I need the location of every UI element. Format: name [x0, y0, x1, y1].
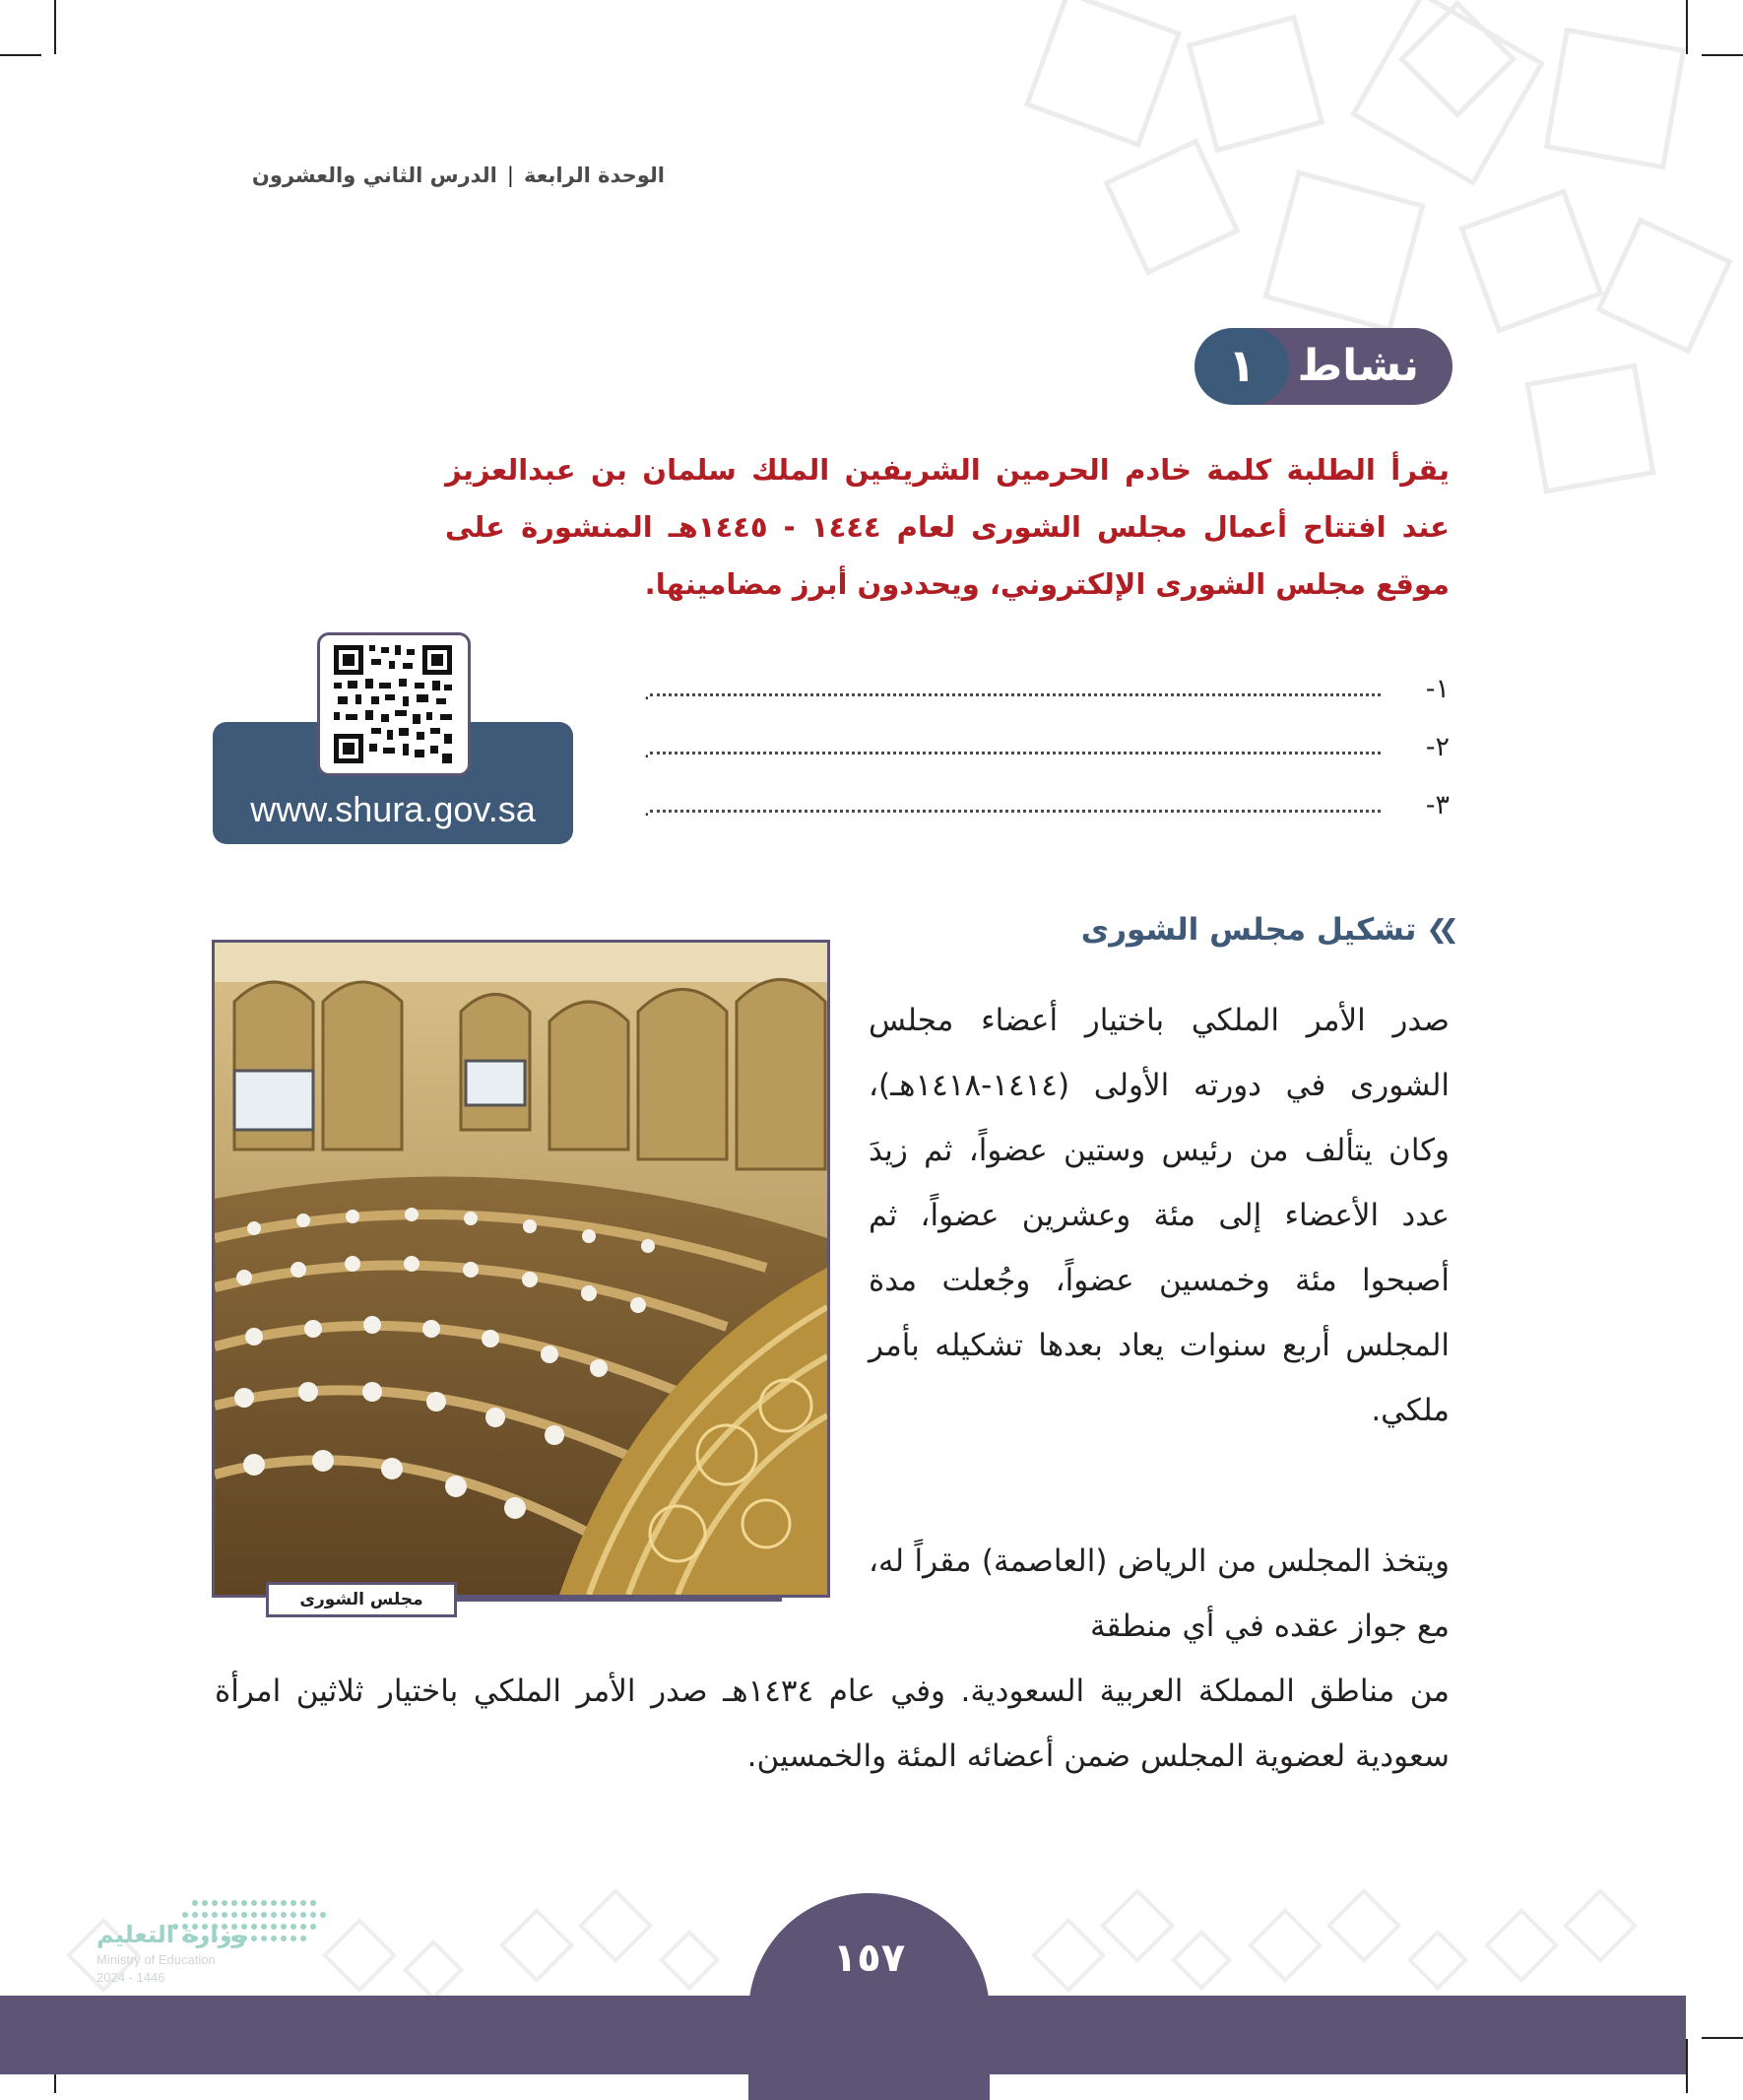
answer-line[interactable]	[632, 665, 1450, 704]
answer-number: ١-	[1425, 674, 1450, 704]
answer-dotted-line	[650, 790, 1381, 813]
answer-end-mark: .	[643, 681, 650, 704]
caption-line	[457, 1596, 782, 1602]
header-unit: الوحدة الرابعة	[523, 164, 665, 187]
answer-dotted-line	[650, 674, 1381, 696]
qr-code[interactable]	[317, 632, 471, 776]
activity-badge	[1194, 328, 1452, 405]
answer-number: ٣-	[1425, 790, 1450, 820]
shura-chamber-illustration	[215, 943, 827, 1595]
ministry-logo	[97, 1891, 333, 2009]
answer-number: ٢-	[1425, 732, 1450, 762]
photo-caption: مجلس الشورى	[266, 1582, 457, 1617]
answer-line[interactable]	[632, 781, 1450, 820]
page-number: ١٥٧	[832, 1936, 906, 1981]
shura-chamber-photo	[212, 940, 830, 1598]
header-separator: |	[506, 164, 514, 187]
body-paragraph: صدر الأمر الملكي باختيار أعضاء مجلس الشورى في دورته الأولى (١٤١٤-١٤١٨هـ)، وكان يتألف من رئيس وستين عضواً، ثم زيدَ عدد الأعضاء إلى مئة وعشرين عضواً، ثم أصبحوا مئة وخمسين عضواً، وجُعلت مدة المجلس أربع سنوات يعاد بعدها تشكيله بأمر ملكي.	[869, 1003, 1450, 1428]
crop-mark	[0, 54, 41, 56]
ministry-name-en: Ministry of Education	[97, 1952, 216, 1967]
section-heading	[1081, 912, 1450, 948]
shura-url[interactable]: www.shura.gov.sa	[250, 789, 536, 829]
crop-mark	[1702, 2037, 1743, 2039]
answer-line[interactable]	[632, 723, 1450, 762]
crop-mark	[54, 0, 56, 54]
activity-number: ١	[1227, 339, 1257, 392]
ministry-name-ar: وزارة التعليم	[97, 1921, 247, 1948]
qr-code-icon	[320, 635, 468, 773]
answer-dotted-line	[650, 732, 1381, 755]
answer-end-mark: .	[643, 797, 650, 820]
crop-mark	[1702, 54, 1743, 56]
header-lesson: الدرس الثاني والعشرون	[251, 164, 497, 187]
running-header	[252, 164, 665, 187]
ministry-year: 2024 - 1446	[97, 1970, 165, 1985]
activity-label: نشاط	[1297, 341, 1419, 391]
body-paragraph: من مناطق المملكة العربية السعودية. وفي عام ١٤٣٤هـ صدر الأمر الملكي باختيار ثلاثين امرأة سعودية لعضوية المجلس ضمن أعضائه المئة والخمسين.	[215, 1673, 1450, 1774]
page-number-tab	[748, 1893, 990, 2100]
crop-mark	[1686, 0, 1688, 54]
activity-number-circle	[1194, 328, 1289, 405]
body-paragraph: ويتخذ المجلس من الرياض (العاصمة) مقراً له، مع جواز عقده في أي منطقة	[869, 1543, 1450, 1644]
section-title: تشكيل مجلس الشورى	[1080, 912, 1417, 948]
double-chevron-icon: ❯❯	[1426, 915, 1450, 945]
activity-instructions: يقرأ الطلبة كلمة خادم الحرمين الشريفين الملك سلمان بن عبدالعزيز عند افتتاح أعمال مجلس الشورى لعام ١٤٤٤ - ١٤٤٥هـ المنشورة على موقع مجلس الشورى الإلكتروني، ويحددون أبرز مضامينها.	[445, 453, 1450, 601]
crop-mark	[1686, 2039, 1688, 2093]
answer-end-mark: .	[643, 739, 650, 762]
